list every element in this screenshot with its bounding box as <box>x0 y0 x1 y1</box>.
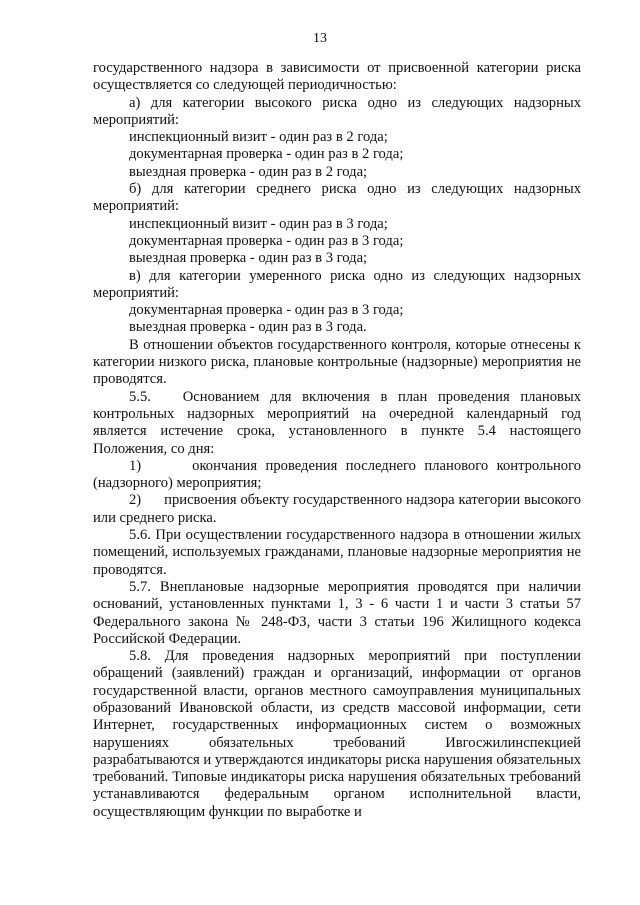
paragraph-medium-risk: б) для категории среднего риска одно из следующих надзорных мероприятий: <box>93 181 581 215</box>
paragraph-5-5-item-1: 1) окончания проведения последнего планового контрольного (надзорного) мероприятия; <box>93 457 581 492</box>
paragraph-5-6: 5.6. При осуществлении государственного надзора в отношении жилых помещений, используемых гражданами, плановые надзорные мероприятия не проводятся. <box>93 527 581 578</box>
document-body <box>93 60 581 821</box>
paragraph-intro: государственного надзора в зависимости от присвоенной категории риска осуществляется со следующей периодичностью: <box>93 60 581 94</box>
paragraph-low-risk: В отношении объектов государственного контроля, которые отнесены к категории низкого риска, плановые контрольные (надзорные) мероприятия не проводятся. <box>93 336 581 388</box>
list-item: документарная проверка - один раз в 3 года; <box>129 232 404 249</box>
paragraph-5-7: 5.7. Внеплановые надзорные мероприятия проводятся при наличии оснований, установленных пунктами 1, 3 - 6 части 1 и части 3 статьи 57 Федерального закона № 248-ФЗ, части 3 статьи 196 Жилищного кодекса Российской Федерации. <box>93 578 581 647</box>
paragraph-5-5-item-2: 2) присвоения объекту государственного надзора категории высокого или среднего риска. <box>93 492 581 526</box>
list-item: выездная проверка - один раз в 3 года; <box>129 250 368 267</box>
list-item: инспекционный визит - один раз в 3 года; <box>129 215 388 232</box>
page-number: 13 <box>313 31 327 46</box>
paragraph-moderate-risk: в) для категории умеренного риска одно из следующих надзорных мероприятий: <box>93 267 581 301</box>
list-item: выездная проверка - один раз в 2 года; <box>129 163 368 180</box>
paragraph-5-8: 5.8. Для проведения надзорных мероприятий при поступлении обращений (заявлений) граждан и организаций, информации от органов государственной власти, органов местного самоуправления муниципальных образований Ивановской области, из средств массовой информации, сети Интернет, государственных информационных систем о возможных нарушениях обязательных требований Ивгосжилинспекцией разрабатываются и утверждаются индикаторы риска нарушения обязательных требований. Типовые индикаторы риска нарушения обязательных требований устанавливаются федеральным органом исполнительной власти, осуществляющим функции по выработке и <box>93 648 581 820</box>
paragraph-5-5: 5.5. Основанием для включения в план проведения плановых контрольных надзорных мероприятий на очередной календарный год является истечение срока, установленного в пункте 5.4 настоящего Положения, со дня: <box>93 388 581 457</box>
paragraph-high-risk: а) для категории высокого риска одно из следующих надзорных мероприятий: <box>93 94 581 128</box>
list-item: выездная проверка - один раз в 3 года. <box>129 319 367 336</box>
list-item: документарная проверка - один раз в 3 года; <box>129 302 404 319</box>
list-item: инспекционный визит - один раз в 2 года; <box>129 129 388 146</box>
list-item: документарная проверка - один раз в 2 года; <box>129 146 404 163</box>
